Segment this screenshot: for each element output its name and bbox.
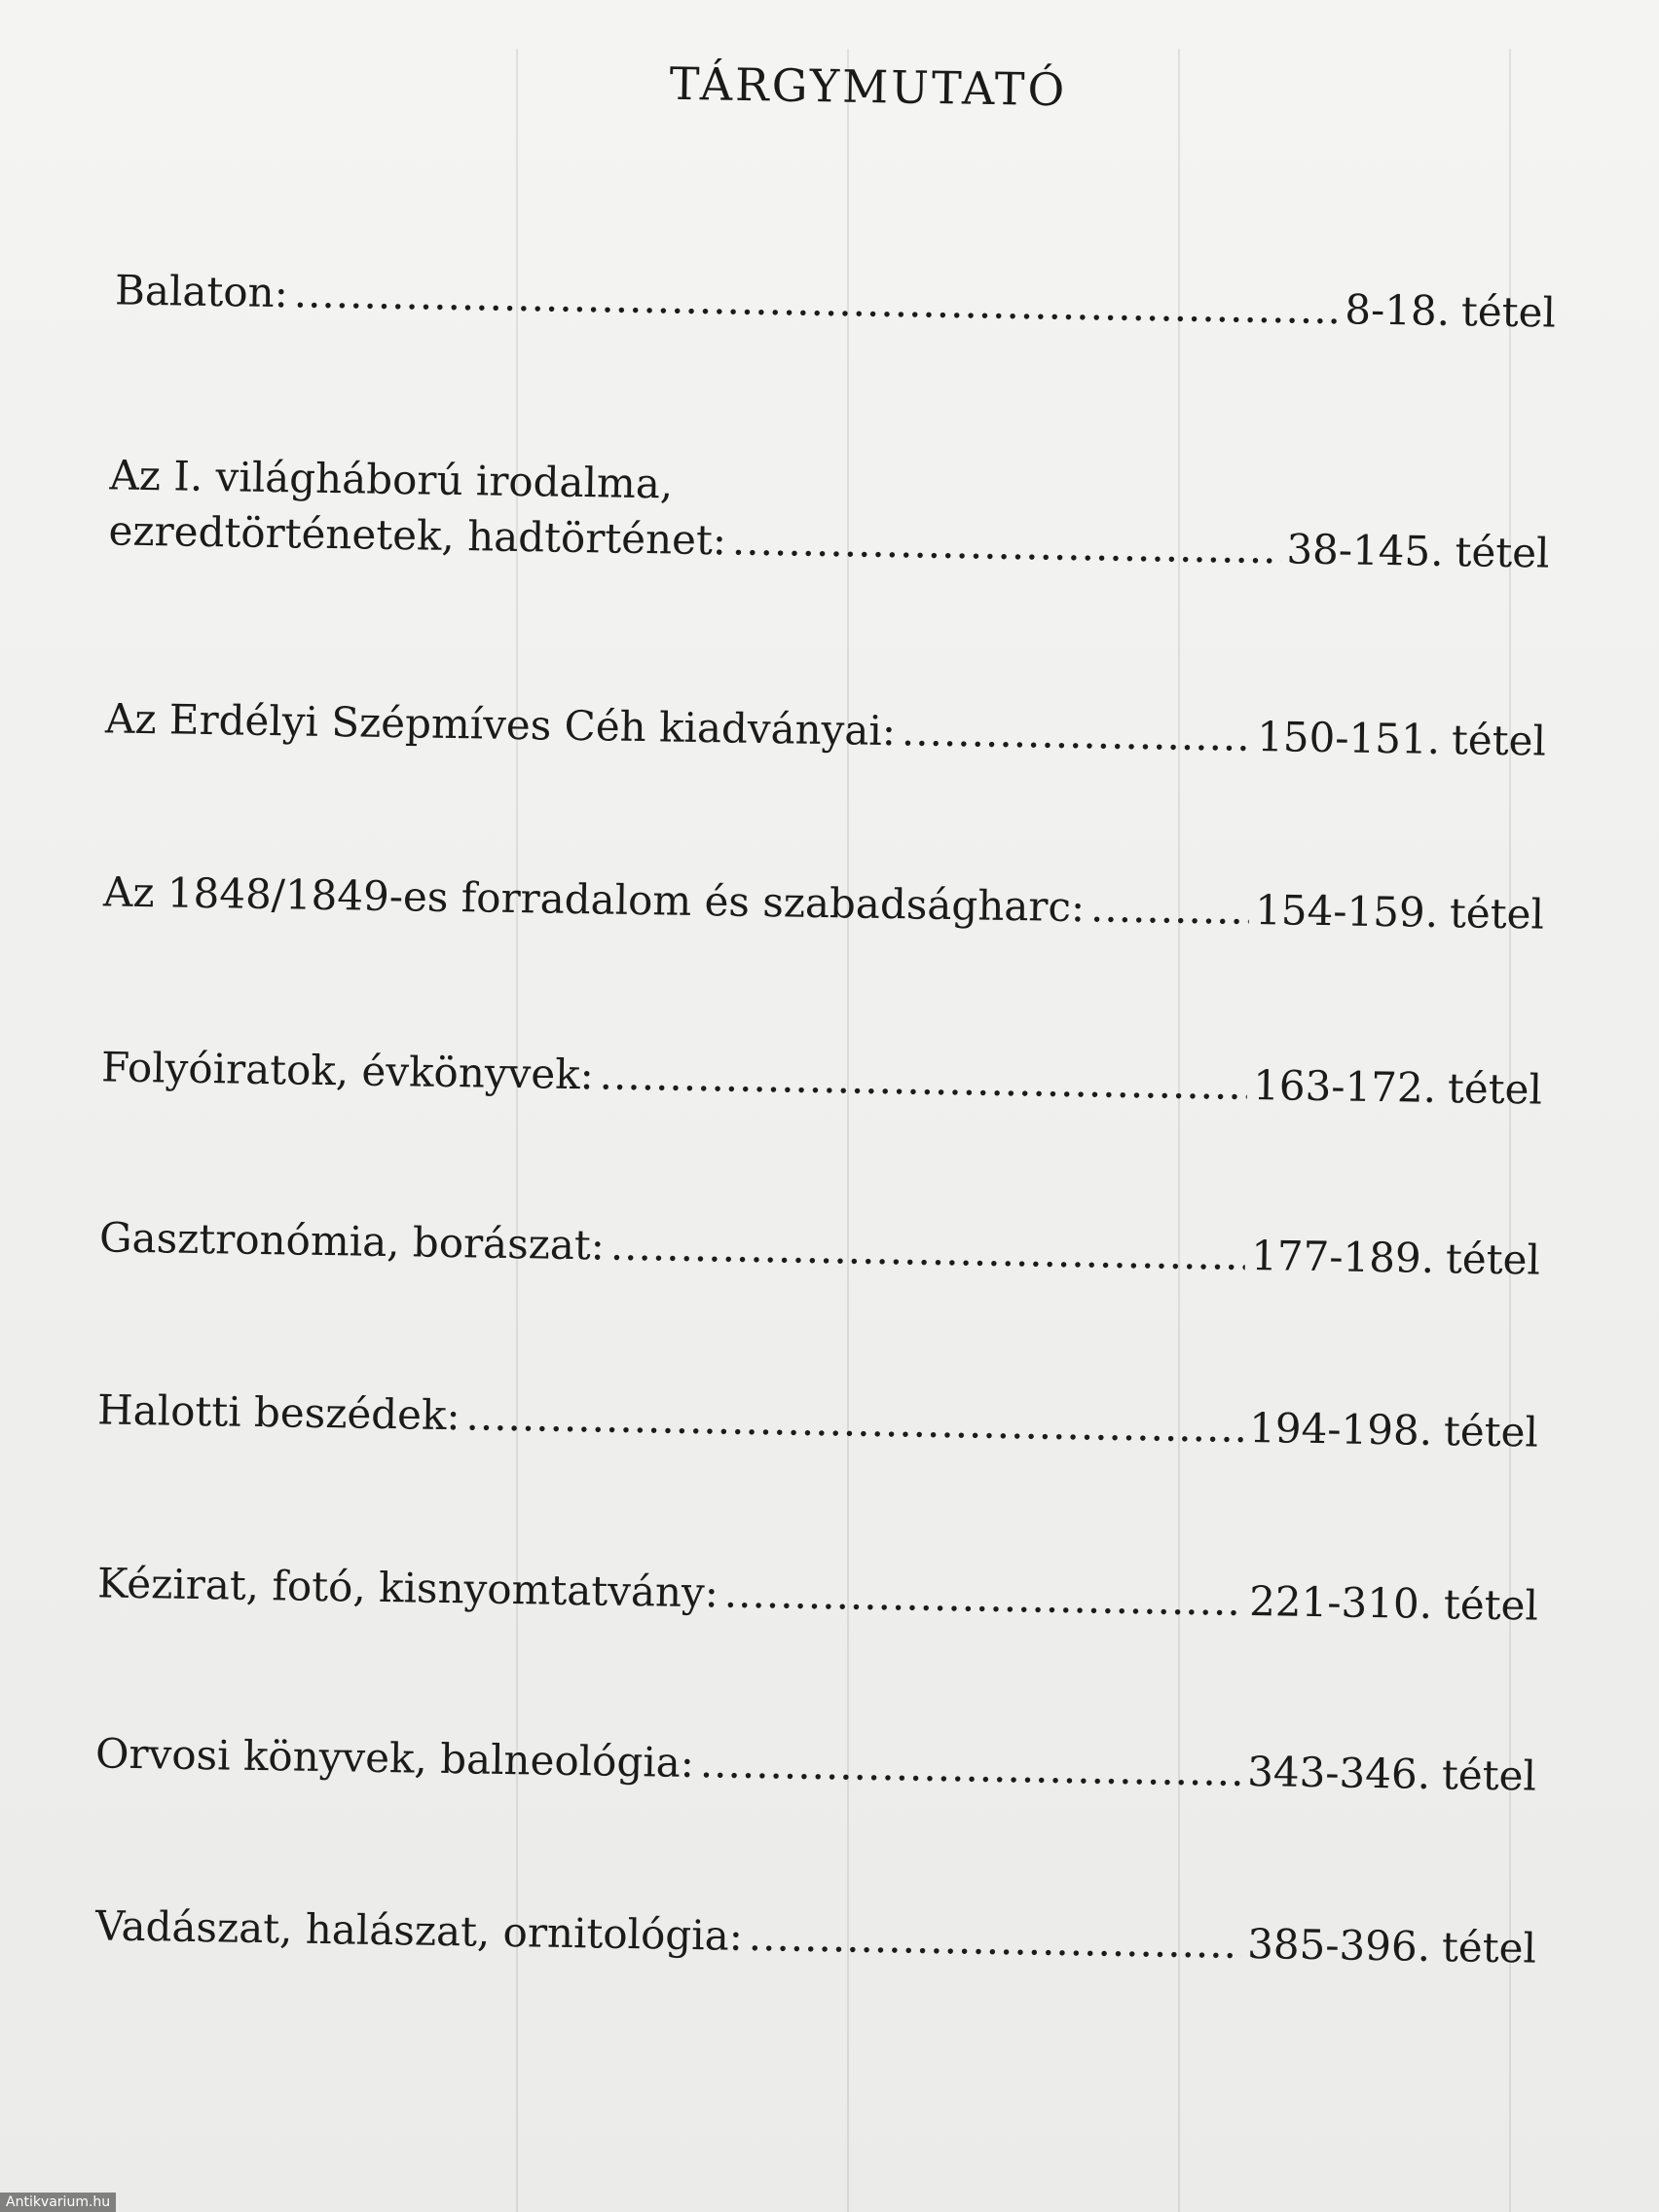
index-entry-balaton [115, 263, 1557, 341]
leader-dots [465, 1388, 1243, 1456]
entry-range: 154-159. [1254, 885, 1439, 937]
entry-label: Orvosi könyvek, balneológia: [94, 1729, 695, 1788]
entry-label: Balaton: [114, 266, 289, 317]
index-entry-erdelyi-szepmives-ceh [105, 691, 1547, 769]
entry-label: Folyóiratok, évkönyvek: [100, 1043, 595, 1099]
index-entry-gasztronomia [99, 1210, 1541, 1288]
entry-range: 385-396. [1246, 1919, 1431, 1971]
entry-range: 8-18. [1344, 285, 1451, 335]
entry-label: Az I. világháború irodalma, [109, 451, 674, 508]
leader-dots [732, 513, 1281, 577]
entry-label: Halotti beszédek: [96, 1385, 461, 1440]
leader-dots [723, 1566, 1243, 1629]
leader-dots [902, 704, 1252, 764]
ghost-column-line [516, 49, 518, 2212]
leader-dots [599, 1048, 1247, 1113]
entry-range: 163-172. [1252, 1060, 1437, 1112]
entry-range: 194-198. [1248, 1403, 1433, 1455]
entry-unit: tétel [1443, 1407, 1539, 1456]
entry-unit: tétel [1460, 287, 1557, 337]
entry-range: 177-189. [1250, 1231, 1435, 1282]
entry-range: 343-346. [1246, 1747, 1431, 1798]
leader-dots [1090, 880, 1250, 938]
leader-dots [609, 1219, 1245, 1284]
site-watermark: Antikvarium.hu [0, 2193, 116, 2212]
index-entry-1848-forradalom [103, 865, 1545, 942]
entry-label: Az Erdélyi Szépmíves Céh kiadványai: [104, 694, 897, 756]
ghost-column-line [847, 49, 849, 2212]
entry-unit: tétel [1443, 1580, 1539, 1630]
entry-unit: tétel [1445, 1235, 1541, 1284]
index-entry-kezirat [97, 1556, 1539, 1634]
leader-dots [748, 1909, 1241, 1972]
index-entry-orvosi-konyvek [95, 1726, 1537, 1804]
entry-unit: tétel [1447, 1064, 1543, 1114]
entry-range: 150-151. [1256, 712, 1441, 763]
index-entry-folyoiratok [101, 1040, 1543, 1118]
ghost-column-line [1178, 49, 1180, 2212]
ghost-column-line [1509, 49, 1511, 2212]
entry-label: Gasztronómia, borászat: [98, 1213, 606, 1270]
entry-range: 221-310. [1248, 1576, 1433, 1628]
entry-label: Vadászat, halászat, ornitológia: [94, 1901, 744, 1960]
entry-unit: tétel [1455, 527, 1550, 577]
index-title: TÁRGYMUTATÓ [669, 56, 1068, 117]
index-entry-vilaghaboru [108, 448, 1551, 581]
entry-unit: tétel [1451, 716, 1547, 765]
leader-dots [293, 266, 1339, 338]
entry-range: 38-145. [1286, 525, 1444, 575]
entry-unit: tétel [1441, 1923, 1537, 1972]
index-entry-vadaszat [95, 1899, 1537, 1976]
entry-label: Az 1848/1849-es forradalom és szabadságharc: [102, 867, 1086, 932]
leader-dots [699, 1736, 1241, 1799]
entry-unit: tétel [1441, 1751, 1537, 1800]
index-entry-halotti-beszedek [97, 1382, 1539, 1460]
entry-label-continued: ezredtörténetek, hadtörténet: [108, 506, 727, 565]
entry-label: Kézirat, fotó, kisnyomtatvány: [96, 1559, 719, 1617]
entry-unit: tétel [1449, 889, 1545, 939]
